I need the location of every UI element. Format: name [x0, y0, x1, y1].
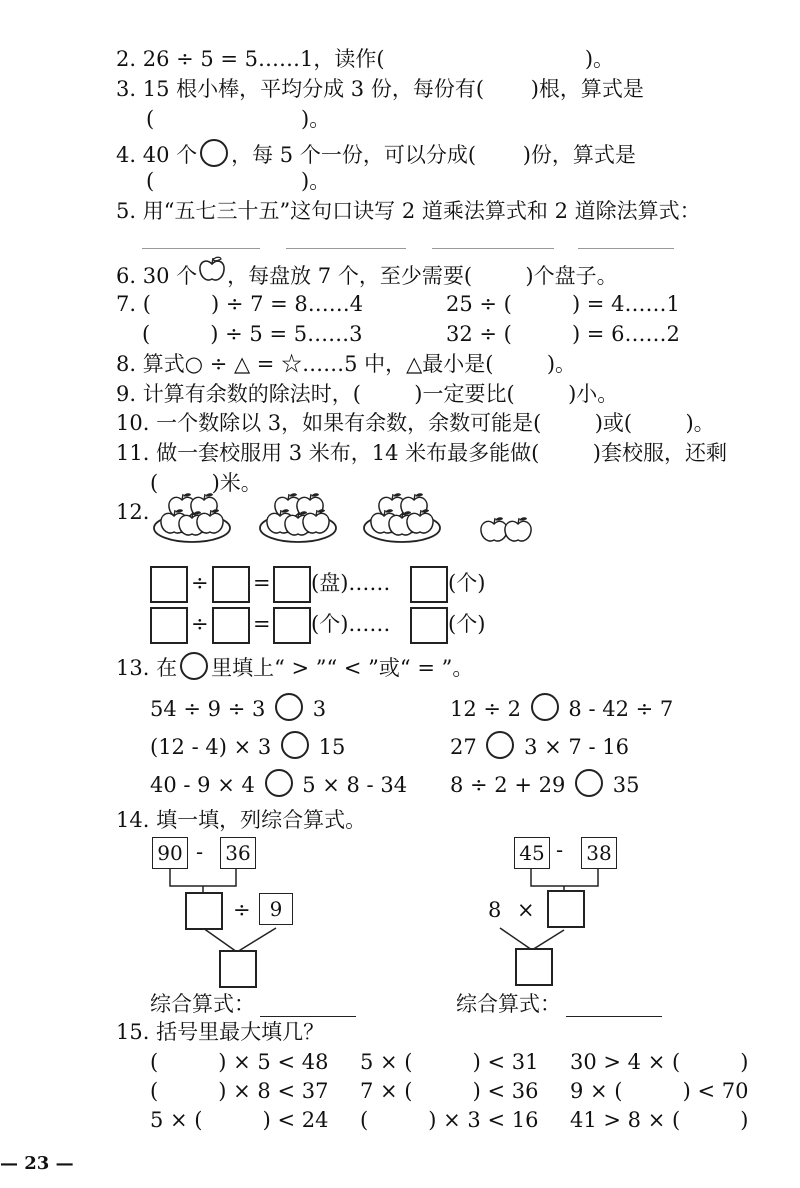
answer-box[interactable]: [273, 607, 311, 644]
divide-sign: ÷: [233, 898, 251, 922]
unit-label: (个): [448, 571, 486, 595]
question-9: 9. 计算有余数的除法时，( )一定要比( )小。: [116, 382, 619, 406]
q7-row1-left: 7. ( ) ÷ 7 = 8……4: [116, 292, 364, 316]
compare-circle[interactable]: [275, 693, 303, 721]
compare-right-3: [450, 769, 639, 797]
plate-2: [260, 493, 336, 542]
number-box: 9: [259, 893, 293, 925]
answer-box[interactable]: [212, 566, 250, 603]
circle-icon: [200, 139, 228, 167]
question-8: 8. 算式○ ÷ △ = ☆……5 中，△最小是( )。: [116, 352, 577, 376]
plate-1: [154, 493, 230, 542]
number-box: 45: [514, 837, 550, 869]
q15-item: 5 × ( ) < 24: [150, 1108, 329, 1132]
question-13-head: [116, 652, 473, 680]
q7-row2-left: ( ) ÷ 5 = 5……3: [142, 322, 363, 346]
expr: 12 ÷ 2: [450, 697, 522, 721]
answer-line-4[interactable]: [578, 248, 674, 249]
answer-box[interactable]: [273, 566, 311, 603]
page-number: — 23 —: [0, 1153, 74, 1174]
combined-formula-label: 综合算式：: [456, 992, 561, 1016]
question-13-rest: 里填上“ > ”“ < ”或“ = ”。: [211, 656, 474, 680]
circle-icon: [180, 652, 208, 680]
minus-sign: -: [556, 838, 564, 862]
answer-line-3[interactable]: [432, 248, 554, 249]
answer-box[interactable]: [515, 948, 553, 986]
question-4-line2: ( )。: [146, 169, 331, 193]
apple-icon: [197, 259, 227, 283]
unit-label: (盘)……: [311, 571, 391, 595]
apple-plates-illustration: [0, 492, 800, 562]
question-3-line1: 3. 15 根小棒，平均分成 3 份，每份有( )根，算式是: [116, 77, 644, 101]
multiply-sign: ×: [517, 898, 535, 922]
q14-connector-lines: [0, 820, 800, 1020]
answer-box[interactable]: [212, 607, 250, 644]
answer-box[interactable]: [185, 892, 223, 930]
divide-sign: ÷: [191, 571, 209, 595]
compare-right-2: [450, 731, 629, 759]
number-box: 90: [152, 837, 188, 869]
question-4-line1: [116, 139, 636, 167]
q7-row2-right: 32 ÷ ( ) = 6……2: [446, 322, 680, 346]
q15-item: 41 > 8 × ( ): [570, 1108, 749, 1132]
plate-3: [364, 493, 440, 542]
question-14-head: 14. 填一填，列综合算式。: [116, 808, 367, 832]
equals-sign: =: [253, 571, 271, 595]
expr: 40 - 9 × 4: [150, 773, 255, 797]
minus-sign: -: [196, 840, 204, 864]
expr: 35: [612, 773, 640, 797]
question-11-line1: 11. 做一套校服用 3 米布，14 米布最多能做( )套校服，还剩: [116, 441, 727, 465]
answer-box[interactable]: [410, 566, 448, 603]
question-13-start: 13. 在: [116, 656, 178, 680]
answer-line-2[interactable]: [286, 248, 406, 249]
answer-box[interactable]: [410, 607, 448, 644]
number-box: 36: [220, 837, 256, 869]
question-12-number: 12.: [116, 500, 150, 524]
compare-left-2: [150, 731, 345, 759]
question-4-rest: ，每 5 个一份，可以分成( )份，算式是: [231, 143, 636, 167]
expr: 8 - 42 ÷ 7: [568, 697, 674, 721]
compare-circle[interactable]: [281, 731, 309, 759]
q7-row1-right: 25 ÷ ( ) = 4……1: [446, 292, 680, 316]
answer-box[interactable]: [150, 607, 188, 644]
compare-right-1: [450, 693, 673, 721]
question-2: 2. 26 ÷ 5 = 5……1，读作( )。: [116, 47, 615, 71]
answer-box[interactable]: [219, 950, 257, 988]
loose-apple-1: [481, 517, 507, 541]
q15-item: 7 × ( ) < 36: [360, 1079, 539, 1103]
expr: 8 ÷ 2 + 29: [450, 773, 566, 797]
expr: 54 ÷ 9 ÷ 3: [150, 697, 266, 721]
q15-item: ( ) × 5 < 48: [150, 1050, 329, 1074]
expr: 3: [312, 697, 327, 721]
combined-formula-label: 综合算式：: [150, 992, 255, 1016]
loose-apple-2: [505, 517, 531, 541]
unit-label: (个): [448, 612, 486, 636]
expr: 15: [318, 735, 346, 759]
number-box: 38: [581, 837, 617, 869]
compare-circle[interactable]: [265, 769, 293, 797]
answer-box[interactable]: [547, 890, 585, 928]
question-6: [116, 259, 618, 288]
question-6-rest: ，每盘放 7 个，至少需要( )个盘子。: [227, 264, 618, 288]
combined-formula-answer-line[interactable]: [260, 1016, 356, 1017]
expr: 3 × 7 - 16: [524, 735, 629, 759]
question-3-line2: ( )。: [146, 107, 331, 131]
answer-line-1[interactable]: [142, 248, 260, 249]
divide-sign: ÷: [191, 612, 209, 636]
q15-item: 5 × ( ) < 31: [360, 1050, 539, 1074]
question-5: 5. 用“五七三十五”这句口诀写 2 道乘法算式和 2 道除法算式：: [116, 199, 701, 223]
compare-circle[interactable]: [575, 769, 603, 797]
q15-item: 9 × ( ) < 70: [570, 1079, 749, 1103]
expr: 5 × 8 - 34: [302, 773, 408, 797]
equals-sign: =: [253, 612, 271, 636]
question-4-start: 4. 40 个: [116, 143, 198, 167]
q15-item: ( ) × 8 < 37: [150, 1079, 329, 1103]
question-11-line2: ( )米。: [150, 471, 262, 495]
expr: (12 - 4) × 3: [150, 735, 272, 759]
answer-box[interactable]: [150, 566, 188, 603]
question-15-head: 15. 括号里最大填几？: [116, 1020, 325, 1044]
q15-item: ( ) × 3 < 16: [360, 1108, 539, 1132]
question-6-start: 6. 30 个: [116, 264, 198, 288]
unit-label: (个)……: [311, 612, 391, 636]
number-text: 8: [488, 898, 502, 922]
compare-circle[interactable]: [486, 731, 514, 759]
q15-item: 30 > 4 × ( ): [570, 1050, 749, 1074]
compare-left-3: [150, 769, 407, 797]
expr: 27: [450, 735, 477, 759]
compare-circle[interactable]: [531, 693, 559, 721]
combined-formula-answer-line[interactable]: [566, 1016, 662, 1017]
question-10: 10. 一个数除以 3，如果有余数，余数可能是( )或( )。: [116, 411, 715, 435]
compare-left-1: [150, 693, 326, 721]
